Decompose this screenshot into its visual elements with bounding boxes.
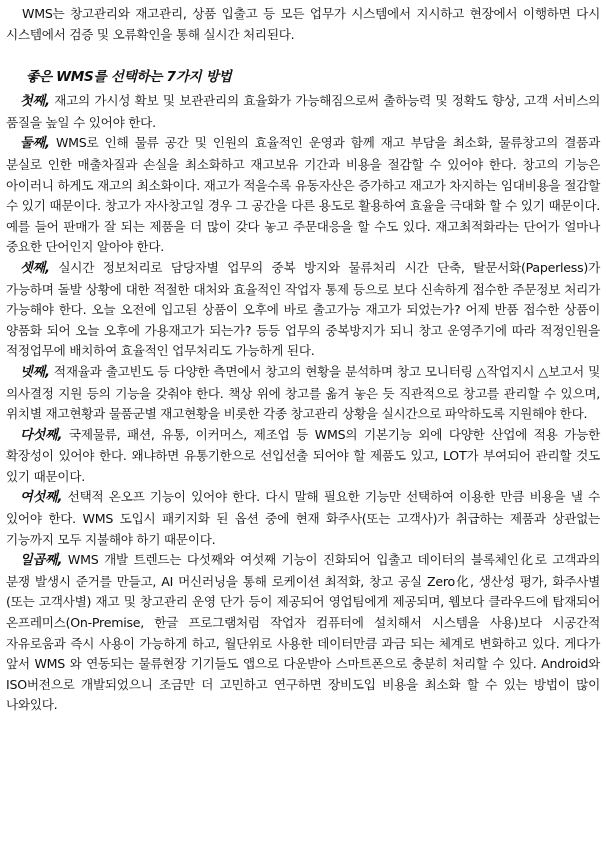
item-lead-4: 넷째,: [20, 364, 50, 380]
item-paragraph-2: [6, 133, 600, 258]
item-text-6: 선택적 온오프 기능이 있어야 한다. 다시 말해 필요한 기능만 선택하여 이용한 만큼 비용을 낼 수 있어야 한다. WMS 도입시 패키지화 된 옵션 중에 현재 화주사(또는 고객사)가 취급하는 제품과 상관없는 기능까지 모두 지불해야 하기 때문이다.: [6, 489, 600, 547]
item-text-1: 재고의 가시성 확보 및 보관관리의 효율화가 가능해짐으로써 출하능력 및 정확도 향상, 고객 서비스의 품질을 높일 수 있어야 한다.: [6, 93, 600, 130]
item-text-5: 국제물류, 패션, 유통, 이커머스, 제조업 등 WMS의 기본기능 외에 다양한 산업에 적용 가능한 확장성이 있어야 한다. 왜냐하면 유통기한으로 선입선출 되어야 할 제품도 있고, LOT가 부여되어 관리할 것도 있기 때문이다.: [6, 426, 600, 484]
item-paragraph-4: [6, 362, 600, 425]
item-paragraph-6: [6, 487, 600, 550]
item-text-2: WMS로 인해 물류 공간 및 인원의 효율적인 운영과 함께 재고 부담을 최소화, 물류창고의 결품과 분실로 인한 매출차질과 손실을 최소화하고 재고보유 기간과 비용을 절감할 수 있어야 한다. 창고의 기능은 아이러니 하게도 재고의 최소화이다. 재고가 적을수록 유동자산은 증가하고 재고가 차지하는 임대비용을 절감할 수 있기 때문이다. 창고가 자사창고일 경우 그 공간을 다른 용도로 활용하여 효율을 극대화 할 수 있기 때문이다. 예를 들어 판매가 잘 되는 제품을 더 많이 갖다 놓고 주문대응을 할 수도 있다. 재고최적화라는 단어가 얼마나 중요한 단어인지 알아야 한다.: [6, 135, 600, 255]
item-lead-2: 둘째,: [20, 136, 50, 152]
item-text-3: 실시간 정보처리로 담당자별 업무의 중복 방지와 물류처리 시간 단축, 탈문서화(Paperless)가 가능하며 돌발 상황에 대한 적절한 대처와 효율적인 작업자 통제 등으로 보다 신속하게 접수한 주문정보 처리가 가능해야 한다. 오늘 오전에 입고된 상품이 오후에 바로 출고가능 재고가 되었는가? 어제 반품 접수한 상품이 양품화 되어 오늘 오후에 가용재고가 되는가? 등등 업무의 중복방지가 되니 창고 운영주기에 따라 적정인원을 적정업무에 배치하여 효율적인 업무처리도 가능하게 된다.: [6, 259, 600, 359]
item-lead-3: 셋째,: [20, 260, 50, 276]
item-lead-5: 다섯째,: [20, 427, 63, 443]
item-lead-7: 일곱째,: [20, 553, 63, 569]
item-lead-6: 여섯째,: [20, 490, 63, 506]
item-lead-1: 첫째,: [20, 94, 50, 110]
item-paragraph-7: [6, 550, 600, 716]
intro-paragraph: WMS는 창고관리와 재고관리, 상품 입출고 등 모든 업무가 시스템에서 지시하고 현장에서 이행하면 다시 시스템에서 검증 및 오류확인을 통해 실시간 처리된다.: [6, 6, 600, 42]
item-paragraph-3: [6, 258, 600, 362]
item-text-4: 적재율과 출고빈도 등 다양한 측면에서 창고의 현황을 분석하며 창고 모니터링 △작업지시 △보고서 및 의사결정 지원 등의 기능을 갖춰야 한다. 책상 위에 창고를 옮겨 놓은 듯 직관적으로 창고를 관리할 수 있으며, 위치별 재고현황과 물품군별 재고현황을 비롯한 각종 창고관리 상황을 실시간으로 파악하도록 지원해야 한다.: [6, 363, 600, 422]
section-heading: 좋은 WMS를 선택하는 7가지 방법: [26, 69, 232, 86]
item-paragraph-5: [6, 425, 600, 488]
item-paragraph-1: [6, 91, 600, 133]
item-text-7: WMS 개발 트렌드는 다섯째와 여섯째 기능이 진화되어 입출고 데이터의 블록체인化로 고객과의 분쟁 발생시 준거를 만들고, AI 머신러닝을 통해 로케이션 최적화, 창고 공실 Zero化, 생산성 평가, 화주사별(또는 고객사별) 재고 및 창고관리 운영 단가 등이 제공되어 영업팀에게 제공되며, 웹보다 클라우드에 탑재되어 온프레미스(On-Premise, 한글 프로그램처럼 작업자 컴퓨터에 설치해서 시스템을 사용)보다 시공간적 자유로움과 즉시 사용이 가능하게 하고, 월단위로 사용한 데이터만큼 과금 되는 체계로 변화하고 있다. 게다가 앞서 WMS 와 연동되는 물류현장 기기들도 앱으로 다운받아 스마트폰으로 충분히 처리할 수 있다. Android와 ISO버전으로 개발되었으니 조금만 더 고민하고 연구하면 장비도입 비용을 최소화 할 수 있는 방법이 많이 나와있다.: [6, 552, 600, 713]
